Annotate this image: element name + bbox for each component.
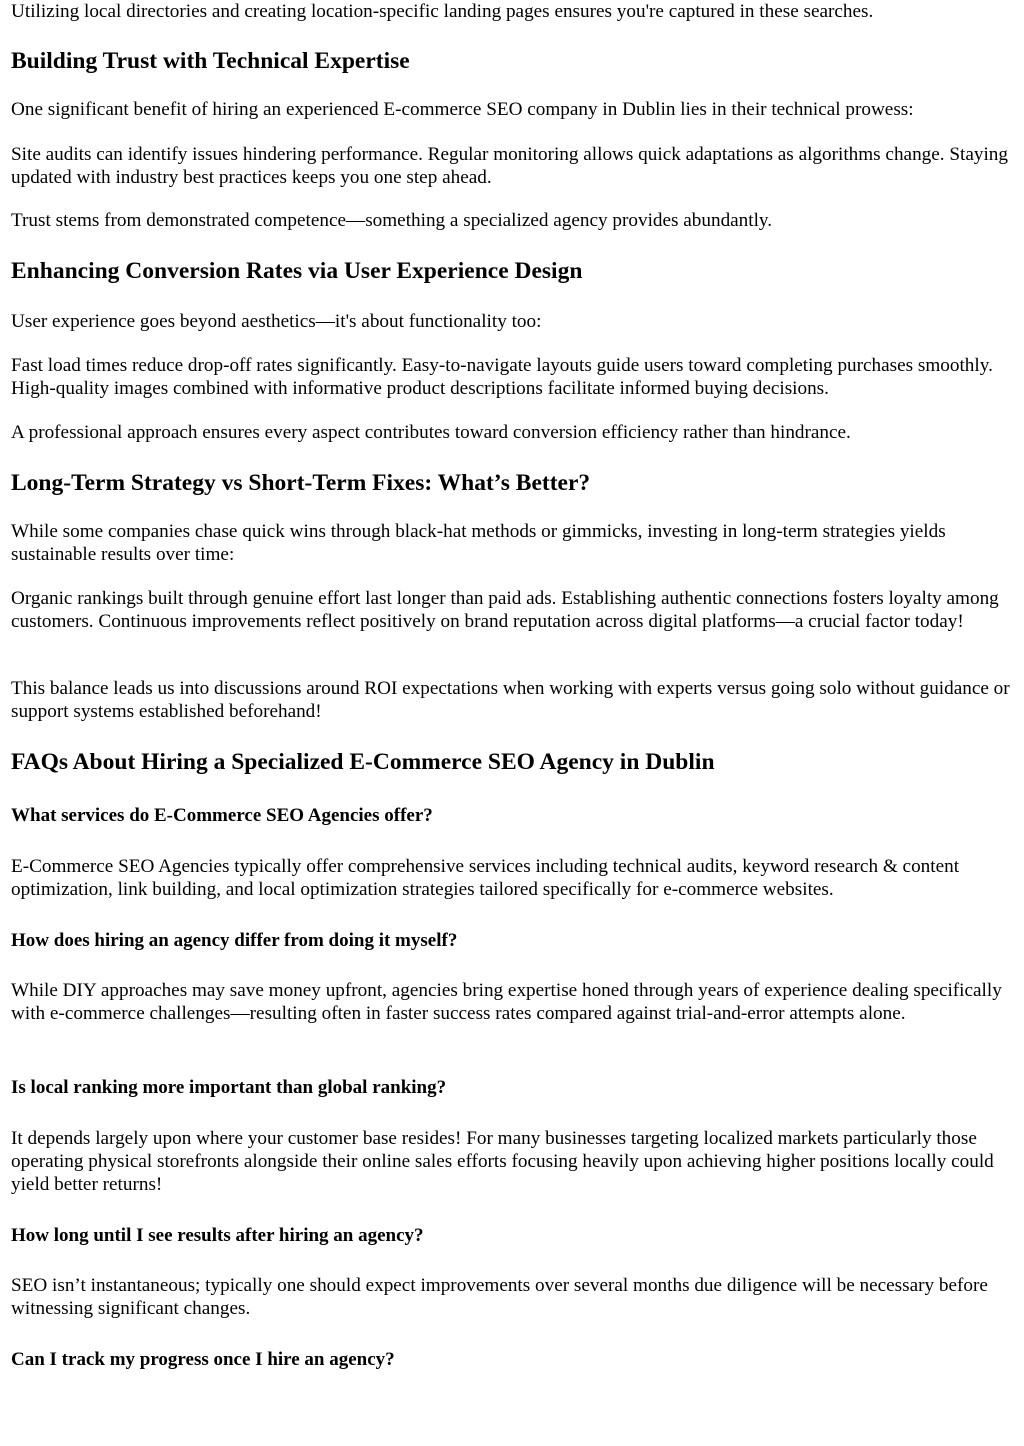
section-paragraph: This balance leads us into discussions around ROI expectations when working with experts versus going solo without guidance or support systems established beforehand!: [11, 678, 1010, 723]
section-heading-technical-expertise: Building Trust with Technical Expertise: [11, 48, 410, 74]
section-paragraph: Site audits can identify issues hindering performance. Regular monitoring allows quick adaptations as algorithms change. Staying updated with industry best practices keeps you one step ahead.: [11, 144, 1008, 189]
faq-heading: FAQs About Hiring a Specialized E-Commerce SEO Agency in Dublin: [11, 749, 715, 775]
section-paragraph: While some companies chase quick wins through black-hat methods or gimmicks, investing in long-term strategies yields sustainable results over time:: [11, 521, 946, 566]
faq-question: Can I track my progress once I hire an agency?: [11, 1349, 395, 1370]
section-paragraph: Trust stems from demonstrated competence—something a specialized agency provides abundantly.: [11, 210, 773, 231]
faq-question: How does hiring an agency differ from doing it myself?: [11, 930, 458, 951]
section-paragraph: A professional approach ensures every aspect contributes toward conversion efficiency rather than hindrance.: [11, 422, 851, 443]
section-paragraph: One significant benefit of hiring an experienced E-commerce SEO company in Dublin lies in their technical prowess:: [11, 99, 914, 120]
faq-answer: E-Commerce SEO Agencies typically offer comprehensive services including technical audits, keyword research & content optimization, link building, and local optimization strategies tailored specifically for e-commerce websites.: [11, 856, 960, 901]
faq-answer: While DIY approaches may save money upfront, agencies bring expertise honed through years of experience dealing specifically with e-commerce challenges—resulting often in faster success rates compared against trial-and-error attempts alone.: [11, 980, 1002, 1025]
section-paragraph: Fast load times reduce drop-off rates significantly. Easy-to-navigate layouts guide users toward completing purchases smoothly. High-quality images combined with informative product descriptions facilitate informed buying decisions.: [11, 355, 993, 400]
faq-question: What services do E-Commerce SEO Agencies offer?: [11, 805, 433, 826]
section-heading-long-term-strategy: Long-Term Strategy vs Short-Term Fixes: What’s Better?: [11, 470, 591, 496]
section-heading-user-experience: Enhancing Conversion Rates via User Experience Design: [11, 258, 583, 284]
faq-question: How long until I see results after hiring an agency?: [11, 1225, 424, 1246]
faq-answer: SEO isn’t instantaneous; typically one should expect improvements over several months due diligence will be necessary before witnessing significant changes.: [11, 1275, 988, 1320]
section-paragraph: Organic rankings built through genuine effort last longer than paid ads. Establishing authentic connections fosters loyalty among customers. Continuous improvements reflect positively on brand reputation across digital platforms—a crucial factor today!: [11, 588, 999, 633]
intro-paragraph: Utilizing local directories and creating location-specific landing pages ensures you're captured in these searches.: [11, 1, 874, 22]
faq-answer: It depends largely upon where your customer base resides! For many businesses targeting localized markets particularly those operating physical storefronts alongside their online sales efforts focusing heavily upon achieving higher positions locally could yield better returns!: [11, 1128, 994, 1196]
section-paragraph: User experience goes beyond aesthetics—it's about functionality too:: [11, 311, 542, 332]
faq-question: Is local ranking more important than global ranking?: [11, 1077, 447, 1098]
